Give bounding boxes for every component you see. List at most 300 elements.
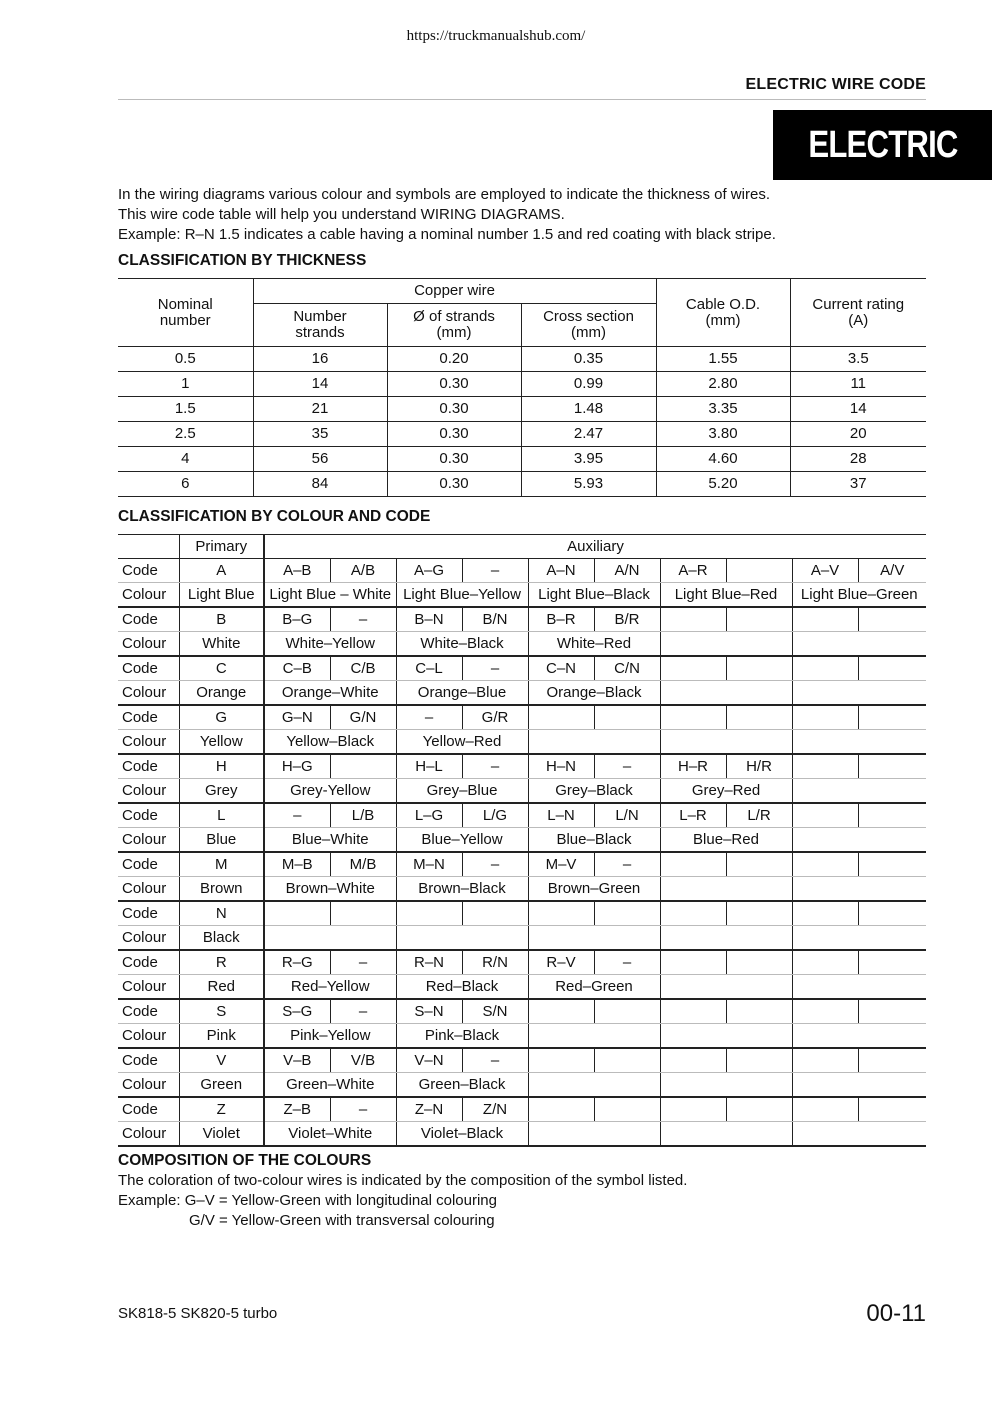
aux-colour	[660, 681, 792, 706]
thickness-cell: 84	[253, 472, 387, 497]
aux-code: L/G	[462, 803, 528, 828]
aux-code	[594, 1097, 660, 1122]
aux-code: –	[462, 559, 528, 583]
aux-colour: Grey–Black	[528, 779, 660, 804]
aux-code: S–N	[396, 999, 462, 1024]
aux-colour: Yellow–Red	[396, 730, 528, 755]
aux-code: –	[462, 656, 528, 681]
thickness-cell: 5.20	[656, 472, 790, 497]
colour-label: Colour	[118, 632, 179, 657]
header-divider	[118, 99, 926, 100]
aux-colour	[660, 1024, 792, 1049]
primary-code: H	[179, 754, 264, 779]
aux-colour: Orange–Black	[528, 681, 660, 706]
header-cross-section: Cross section (mm)	[521, 304, 656, 347]
aux-code	[396, 901, 462, 926]
thickness-cell: 56	[253, 447, 387, 472]
aux-code	[858, 901, 926, 926]
code-row	[118, 852, 926, 877]
aux-colour	[792, 1122, 926, 1147]
primary-code: A	[179, 559, 264, 583]
aux-code	[660, 901, 726, 926]
colour-row	[118, 681, 926, 706]
aux-code: V–B	[264, 1048, 330, 1073]
aux-code	[726, 950, 792, 975]
thickness-table	[118, 278, 926, 497]
code-row	[118, 999, 926, 1024]
code-row	[118, 607, 926, 632]
aux-code	[858, 803, 926, 828]
thickness-cell: 37	[790, 472, 926, 497]
aux-code	[330, 901, 396, 926]
aux-code	[858, 705, 926, 730]
code-label: Code	[118, 803, 179, 828]
thickness-row	[118, 447, 926, 472]
colour-section-title: CLASSIFICATION BY COLOUR AND CODE	[118, 508, 431, 525]
aux-code: –	[462, 852, 528, 877]
colour-label: Colour	[118, 681, 179, 706]
aux-colour: Orange–Blue	[396, 681, 528, 706]
aux-code: H–R	[660, 754, 726, 779]
colour-row	[118, 975, 926, 1000]
aux-colour: Blue–Yellow	[396, 828, 528, 853]
intro-text	[118, 185, 926, 245]
primary-code: S	[179, 999, 264, 1024]
aux-code	[858, 950, 926, 975]
aux-colour	[528, 1073, 660, 1098]
aux-code	[660, 999, 726, 1024]
aux-code	[858, 999, 926, 1024]
code-label: Code	[118, 950, 179, 975]
primary-colour: Light Blue	[179, 583, 264, 608]
aux-code	[726, 705, 792, 730]
aux-code	[660, 656, 726, 681]
primary-code: N	[179, 901, 264, 926]
thickness-cell: 3.80	[656, 422, 790, 447]
aux-colour: Light Blue–Black	[528, 583, 660, 608]
aux-code: H–L	[396, 754, 462, 779]
aux-code: R–V	[528, 950, 594, 975]
composition-example: Example: G–V = Yellow-Green with longitudinal colouring	[118, 1192, 497, 1209]
aux-colour	[660, 632, 792, 657]
aux-code: R/N	[462, 950, 528, 975]
colour-label: Colour	[118, 730, 179, 755]
aux-code: A/N	[594, 559, 660, 583]
aux-code: H/R	[726, 754, 792, 779]
aux-code	[726, 901, 792, 926]
aux-code: C–N	[528, 656, 594, 681]
colour-label: Colour	[118, 1024, 179, 1049]
aux-code: R–G	[264, 950, 330, 975]
thickness-cell: 16	[253, 347, 387, 372]
code-row	[118, 656, 926, 681]
primary-colour: Yellow	[179, 730, 264, 755]
thickness-cell: 21	[253, 397, 387, 422]
primary-colour: Violet	[179, 1122, 264, 1147]
thickness-row	[118, 422, 926, 447]
aux-code: A–V	[792, 559, 858, 583]
primary-code: C	[179, 656, 264, 681]
colour-label: Colour	[118, 926, 179, 951]
aux-code: A–N	[528, 559, 594, 583]
aux-colour: Violet–White	[264, 1122, 396, 1147]
thickness-cell: 5.93	[521, 472, 656, 497]
code-row	[118, 705, 926, 730]
thickness-cell: 0.35	[521, 347, 656, 372]
aux-code: G–N	[264, 705, 330, 730]
aux-code: B/R	[594, 607, 660, 632]
aux-code	[858, 607, 926, 632]
code-label: Code	[118, 999, 179, 1024]
thickness-cell: 3.35	[656, 397, 790, 422]
aux-code: A–R	[660, 559, 726, 583]
aux-code: –	[330, 607, 396, 632]
code-label: Code	[118, 754, 179, 779]
composition-title: COMPOSITION OF THE COLOURS	[118, 1152, 372, 1169]
colour-row	[118, 1122, 926, 1147]
aux-code	[726, 1048, 792, 1073]
primary-code: R	[179, 950, 264, 975]
aux-colour	[792, 1024, 926, 1049]
primary-code: Z	[179, 1097, 264, 1122]
header-current-rating: Current rating (A)	[790, 279, 926, 347]
composition-text: The coloration of two-colour wires is indicated by the composition of the symbol listed.	[118, 1172, 688, 1189]
aux-colour: Light Blue–Red	[660, 583, 792, 608]
primary-code: B	[179, 607, 264, 632]
aux-colour: Yellow–Black	[264, 730, 396, 755]
section-tab	[773, 110, 992, 180]
intro-line: Example: R–N 1.5 indicates a cable having a nominal number 1.5 and red coating with black stripe.	[118, 226, 776, 243]
aux-code	[264, 901, 330, 926]
header-copper-wire: Copper wire	[253, 279, 656, 304]
colour-row	[118, 1073, 926, 1098]
aux-code	[528, 705, 594, 730]
header-cable-od: Cable O.D. (mm)	[656, 279, 790, 347]
aux-colour: White–Yellow	[264, 632, 396, 657]
aux-colour: Blue–Red	[660, 828, 792, 853]
aux-colour: Blue–Black	[528, 828, 660, 853]
aux-code: M–B	[264, 852, 330, 877]
aux-code: A–G	[396, 559, 462, 583]
aux-code: L–R	[660, 803, 726, 828]
aux-colour	[792, 828, 926, 853]
primary-colour: Orange	[179, 681, 264, 706]
thickness-cell: 14	[790, 397, 926, 422]
thickness-cell: 0.30	[387, 372, 521, 397]
aux-code: A/V	[858, 559, 926, 583]
aux-code	[726, 1097, 792, 1122]
aux-code	[726, 656, 792, 681]
aux-code: Z–B	[264, 1097, 330, 1122]
thickness-cell: 0.30	[387, 397, 521, 422]
code-label: Code	[118, 901, 179, 926]
section-tab-label: ELECTRIC	[807, 123, 958, 166]
aux-colour: Pink–Yellow	[264, 1024, 396, 1049]
code-row	[118, 1048, 926, 1073]
aux-colour	[660, 1122, 792, 1147]
colour-label: Colour	[118, 1122, 179, 1147]
aux-code	[660, 607, 726, 632]
aux-code	[792, 950, 858, 975]
aux-code	[726, 607, 792, 632]
aux-code	[726, 559, 792, 583]
aux-code: C/N	[594, 656, 660, 681]
aux-code	[726, 852, 792, 877]
thickness-cell: 1	[118, 372, 253, 397]
aux-code	[792, 754, 858, 779]
thickness-cell: 14	[253, 372, 387, 397]
composition-example: G/V = Yellow-Green with transversal colouring	[189, 1212, 495, 1229]
aux-code: B–N	[396, 607, 462, 632]
code-label: Code	[118, 705, 179, 730]
aux-colour: Pink–Black	[396, 1024, 528, 1049]
aux-code: S–G	[264, 999, 330, 1024]
aux-colour	[660, 926, 792, 951]
aux-code: Z–N	[396, 1097, 462, 1122]
aux-colour: Grey–Red	[660, 779, 792, 804]
aux-code	[858, 1097, 926, 1122]
aux-code: –	[462, 1048, 528, 1073]
thickness-cell: 0.99	[521, 372, 656, 397]
aux-colour	[528, 730, 660, 755]
thickness-cell: 3.5	[790, 347, 926, 372]
aux-code: S/N	[462, 999, 528, 1024]
aux-code	[792, 852, 858, 877]
aux-code: H–N	[528, 754, 594, 779]
primary-code: M	[179, 852, 264, 877]
aux-code: A/B	[330, 559, 396, 583]
aux-code	[528, 1097, 594, 1122]
aux-colour	[792, 632, 926, 657]
aux-colour: Green–Black	[396, 1073, 528, 1098]
colour-label: Colour	[118, 583, 179, 608]
aux-code: M–N	[396, 852, 462, 877]
colour-row	[118, 828, 926, 853]
aux-code: G/N	[330, 705, 396, 730]
colour-row	[118, 730, 926, 755]
header-strand-diameter: Ø of strands (mm)	[387, 304, 521, 347]
aux-colour	[660, 877, 792, 902]
aux-colour: Green–White	[264, 1073, 396, 1098]
aux-code: L–G	[396, 803, 462, 828]
thickness-cell: 0.20	[387, 347, 521, 372]
composition-section	[118, 1151, 687, 1231]
aux-colour: Light Blue–Green	[792, 583, 926, 608]
aux-code: A–B	[264, 559, 330, 583]
aux-colour	[660, 1073, 792, 1098]
aux-code: –	[330, 950, 396, 975]
aux-colour	[528, 1122, 660, 1147]
thickness-cell: 3.95	[521, 447, 656, 472]
code-label: Code	[118, 656, 179, 681]
colour-row	[118, 1024, 926, 1049]
thickness-cell: 1.55	[656, 347, 790, 372]
aux-colour	[660, 975, 792, 1000]
thickness-cell: 0.30	[387, 472, 521, 497]
aux-colour: Brown–Black	[396, 877, 528, 902]
code-row	[118, 901, 926, 926]
code-label: Code	[118, 1048, 179, 1073]
header-number-strands: Number strands	[253, 304, 387, 347]
primary-colour: Brown	[179, 877, 264, 902]
aux-code: –	[594, 950, 660, 975]
aux-code: B/N	[462, 607, 528, 632]
aux-code: Z/N	[462, 1097, 528, 1122]
aux-code: –	[594, 754, 660, 779]
aux-code: C–L	[396, 656, 462, 681]
header-primary: Primary	[179, 535, 264, 559]
primary-code: G	[179, 705, 264, 730]
colour-label: Colour	[118, 975, 179, 1000]
aux-code: –	[264, 803, 330, 828]
aux-colour	[792, 877, 926, 902]
colour-label: Colour	[118, 779, 179, 804]
footer-model: SK818-5 SK820-5 turbo	[118, 1305, 278, 1322]
aux-colour	[396, 926, 528, 951]
thickness-section-title: CLASSIFICATION BY THICKNESS	[118, 252, 367, 269]
code-label: Code	[118, 559, 179, 583]
aux-colour: Light Blue – White	[264, 583, 396, 608]
aux-code: V–N	[396, 1048, 462, 1073]
aux-colour	[660, 730, 792, 755]
colour-row	[118, 926, 926, 951]
aux-code	[594, 705, 660, 730]
colour-table-header	[118, 535, 926, 559]
aux-colour	[792, 779, 926, 804]
aux-colour: Grey-Yellow	[264, 779, 396, 804]
thickness-cell: 0.30	[387, 447, 521, 472]
aux-colour: Grey–Blue	[396, 779, 528, 804]
aux-colour	[528, 926, 660, 951]
aux-colour: White–Black	[396, 632, 528, 657]
aux-code	[858, 852, 926, 877]
thickness-cell: 4.60	[656, 447, 790, 472]
aux-code	[660, 852, 726, 877]
aux-code: V/B	[330, 1048, 396, 1073]
aux-code	[792, 1048, 858, 1073]
aux-code	[726, 999, 792, 1024]
colour-label: Colour	[118, 1073, 179, 1098]
colour-row	[118, 779, 926, 804]
aux-code	[660, 1097, 726, 1122]
aux-code	[594, 999, 660, 1024]
thickness-cell: 0.30	[387, 422, 521, 447]
primary-colour: Blue	[179, 828, 264, 853]
primary-code: V	[179, 1048, 264, 1073]
primary-code: L	[179, 803, 264, 828]
aux-code: M–V	[528, 852, 594, 877]
aux-code: –	[330, 999, 396, 1024]
aux-code	[528, 901, 594, 926]
code-row	[118, 803, 926, 828]
aux-colour	[792, 1073, 926, 1098]
thickness-cell: 20	[790, 422, 926, 447]
aux-colour	[528, 1024, 660, 1049]
primary-colour: Red	[179, 975, 264, 1000]
code-row	[118, 1097, 926, 1122]
aux-colour: Violet–Black	[396, 1122, 528, 1147]
aux-code: L/N	[594, 803, 660, 828]
aux-code: G/R	[462, 705, 528, 730]
aux-code: –	[330, 1097, 396, 1122]
aux-code: –	[396, 705, 462, 730]
intro-line: In the wiring diagrams various colour and symbols are employed to indicate the thickness of wires.	[118, 186, 770, 203]
aux-code	[462, 901, 528, 926]
aux-code	[660, 705, 726, 730]
thickness-row	[118, 397, 926, 422]
aux-code	[858, 754, 926, 779]
primary-colour: Pink	[179, 1024, 264, 1049]
aux-code	[792, 705, 858, 730]
code-label: Code	[118, 607, 179, 632]
thickness-row	[118, 472, 926, 497]
thickness-row	[118, 347, 926, 372]
aux-code	[528, 999, 594, 1024]
thickness-cell: 2.5	[118, 422, 253, 447]
aux-code: C/B	[330, 656, 396, 681]
aux-code	[594, 901, 660, 926]
aux-code: –	[462, 754, 528, 779]
thickness-cell: 28	[790, 447, 926, 472]
primary-colour: Grey	[179, 779, 264, 804]
page-number: 00-11	[866, 1300, 926, 1327]
aux-code: –	[594, 852, 660, 877]
aux-colour: Brown–Green	[528, 877, 660, 902]
aux-code	[330, 754, 396, 779]
aux-code: R–N	[396, 950, 462, 975]
primary-colour: Black	[179, 926, 264, 951]
colour-row	[118, 632, 926, 657]
thickness-cell: 35	[253, 422, 387, 447]
aux-code	[858, 656, 926, 681]
aux-colour	[792, 730, 926, 755]
aux-code	[660, 950, 726, 975]
aux-colour: Red–Yellow	[264, 975, 396, 1000]
aux-colour: Light Blue–Yellow	[396, 583, 528, 608]
aux-colour	[792, 681, 926, 706]
thickness-cell: 1.48	[521, 397, 656, 422]
thickness-cell: 4	[118, 447, 253, 472]
aux-code	[594, 1048, 660, 1073]
colour-code-table	[118, 534, 926, 1147]
aux-code: L–N	[528, 803, 594, 828]
aux-code	[792, 803, 858, 828]
aux-colour: Blue–White	[264, 828, 396, 853]
aux-code: L/B	[330, 803, 396, 828]
thickness-cell: 0.5	[118, 347, 253, 372]
aux-code: M/B	[330, 852, 396, 877]
page-header-title: ELECTRIC WIRE CODE	[745, 76, 926, 93]
header-auxiliary: Auxiliary	[264, 535, 926, 559]
aux-colour: Brown–White	[264, 877, 396, 902]
thickness-cell: 6	[118, 472, 253, 497]
aux-colour: White–Red	[528, 632, 660, 657]
aux-code	[792, 1097, 858, 1122]
code-row	[118, 754, 926, 779]
colour-label: Colour	[118, 877, 179, 902]
thickness-cell: 11	[790, 372, 926, 397]
colour-row	[118, 583, 926, 608]
aux-code: C–B	[264, 656, 330, 681]
source-url[interactable]: https://truckmanualshub.com/	[406, 28, 586, 44]
intro-line: This wire code table will help you understand WIRING DIAGRAMS.	[118, 206, 565, 223]
aux-colour	[792, 975, 926, 1000]
aux-colour: Red–Black	[396, 975, 528, 1000]
aux-colour: Red–Green	[528, 975, 660, 1000]
primary-colour: White	[179, 632, 264, 657]
thickness-cell: 1.5	[118, 397, 253, 422]
aux-code	[858, 1048, 926, 1073]
